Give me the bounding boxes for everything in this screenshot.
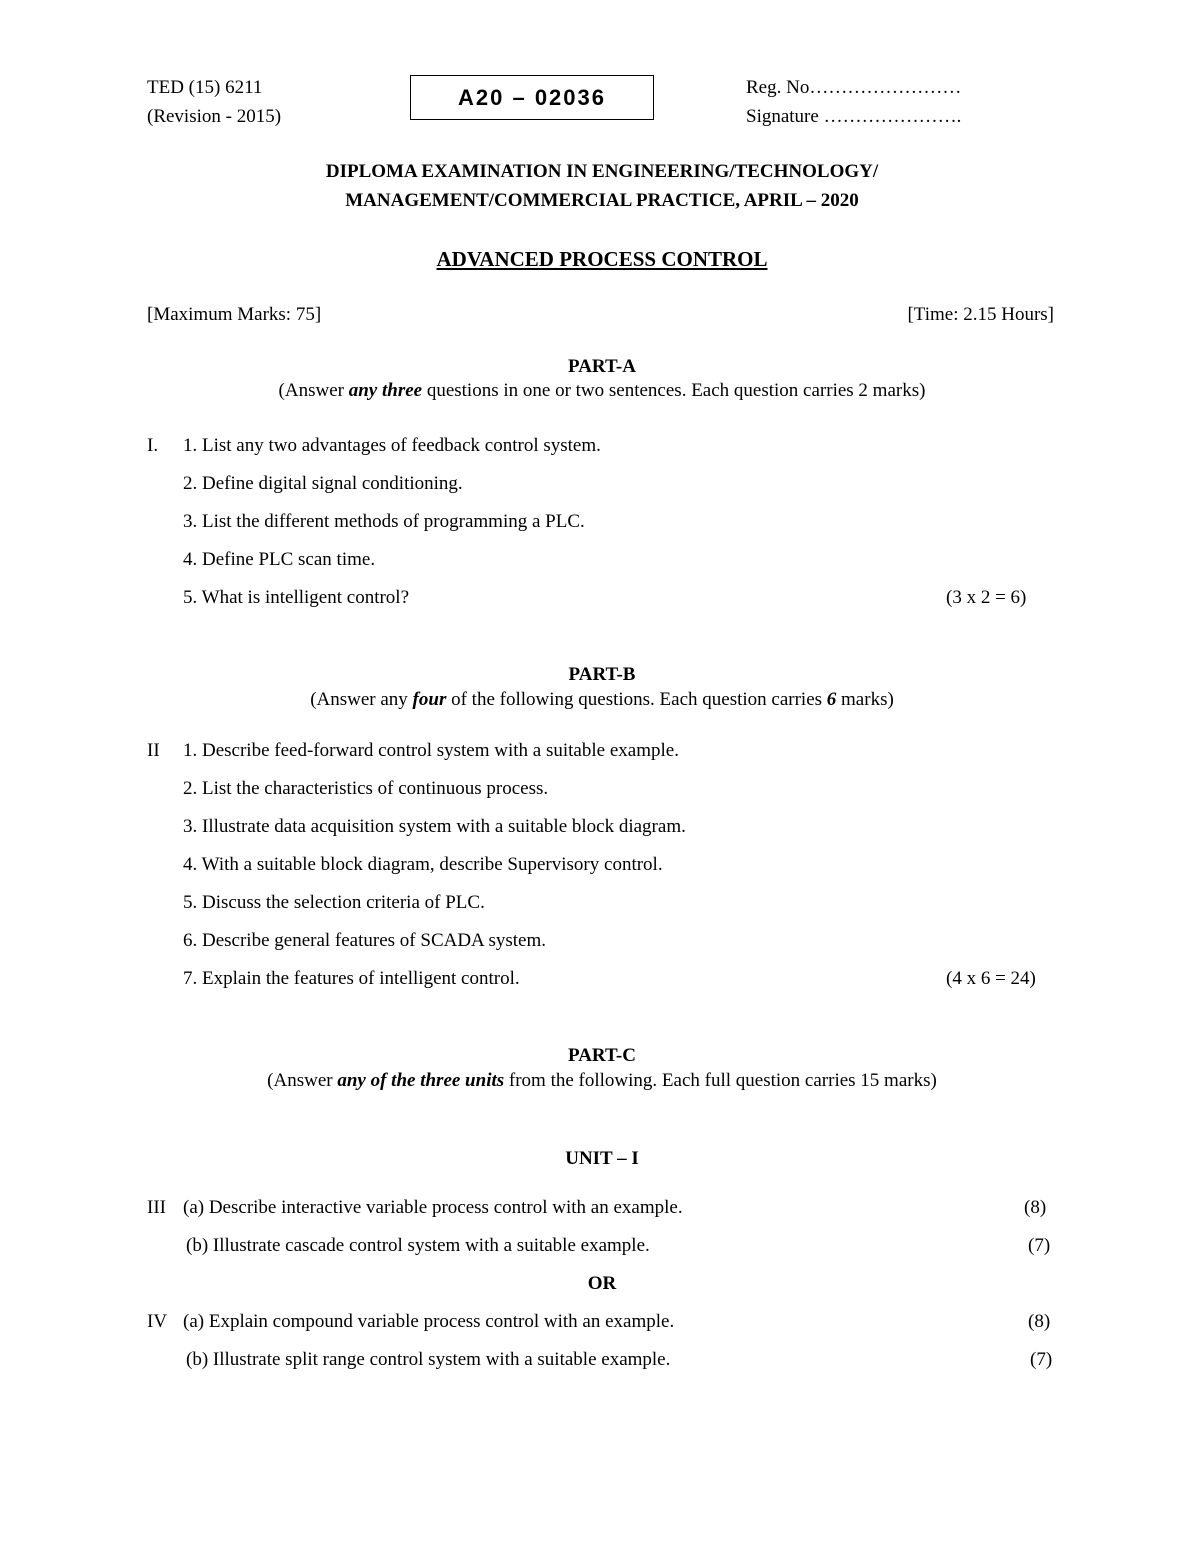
- question-item: 5. What is intelligent control?: [183, 587, 410, 608]
- part-c-instructions: (Answer any of the three units from the following. Each full question carries 15 marks): [267, 1070, 937, 1091]
- question-item: 1. List any two advantages of feedback control system.: [183, 435, 601, 456]
- question-item: 4. With a suitable block diagram, describe Supervisory control.: [183, 854, 663, 875]
- part-a-marks: (3 x 2 = 6): [946, 587, 1027, 608]
- question-item: 2. Define digital signal conditioning.: [183, 473, 463, 494]
- question-item: 3. List the different methods of programming a PLC.: [183, 511, 585, 532]
- question-marks: (7): [1030, 1349, 1053, 1370]
- exam-title-line1: DIPLOMA EXAMINATION IN ENGINEERING/TECHNOLOGY/: [325, 161, 879, 182]
- part-c-title: PART-C: [568, 1045, 636, 1066]
- question-roman: III: [147, 1197, 166, 1218]
- part-a-title: PART-A: [568, 356, 636, 377]
- question-marks: (8): [1024, 1197, 1047, 1218]
- part-a-instructions: (Answer any three questions in one or two sentences. Each question carries 2 marks): [278, 380, 926, 401]
- subject-title: ADVANCED PROCESS CONTROL: [436, 247, 768, 271]
- reg-no: Reg. No……………………: [746, 77, 962, 98]
- question-item: (b) Illustrate split range control system with a suitable example.: [186, 1349, 671, 1370]
- question-marks: (8): [1028, 1311, 1051, 1332]
- part-b-instructions: (Answer any four of the following questions. Each question carries 6 marks): [310, 689, 894, 710]
- question-item: 5. Discuss the selection criteria of PLC.: [183, 892, 485, 913]
- course-code: TED (15) 6211: [147, 77, 263, 98]
- part-b-title: PART-B: [568, 664, 636, 685]
- question-item: 7. Explain the features of intelligent control.: [183, 968, 520, 989]
- question-item: (b) Illustrate cascade control system with a suitable example.: [186, 1235, 650, 1256]
- question-item: 2. List the characteristics of continuous process.: [183, 778, 549, 799]
- exam-title-line2: MANAGEMENT/COMMERCIAL PRACTICE, APRIL – 2020: [345, 190, 859, 211]
- time: [Time: 2.15 Hours]: [907, 304, 1054, 325]
- question-marks: (7): [1028, 1235, 1051, 1256]
- part-a-roman: I.: [147, 435, 159, 456]
- question-item: (a) Explain compound variable process control with an example.: [183, 1311, 675, 1332]
- max-marks: [Maximum Marks: 75]: [147, 304, 322, 325]
- part-b-marks: (4 x 6 = 24): [946, 968, 1036, 989]
- question-item: 1. Describe feed-forward control system with a suitable example.: [183, 740, 679, 761]
- question-roman: IV: [147, 1311, 168, 1332]
- question-paper-code: A20 – 02036: [410, 75, 654, 120]
- signature: Signature ………………….: [746, 106, 962, 127]
- question-item: (a) Describe interactive variable process control with an example.: [183, 1197, 683, 1218]
- unit-heading: UNIT – I: [565, 1148, 639, 1169]
- question-item: 6. Describe general features of SCADA system.: [183, 930, 547, 951]
- revision: (Revision - 2015): [147, 106, 282, 127]
- part-b-roman: II: [147, 740, 160, 761]
- question-item: 3. Illustrate data acquisition system with a suitable block diagram.: [183, 816, 686, 837]
- question-item: 4. Define PLC scan time.: [183, 549, 376, 570]
- or-separator: OR: [587, 1273, 617, 1294]
